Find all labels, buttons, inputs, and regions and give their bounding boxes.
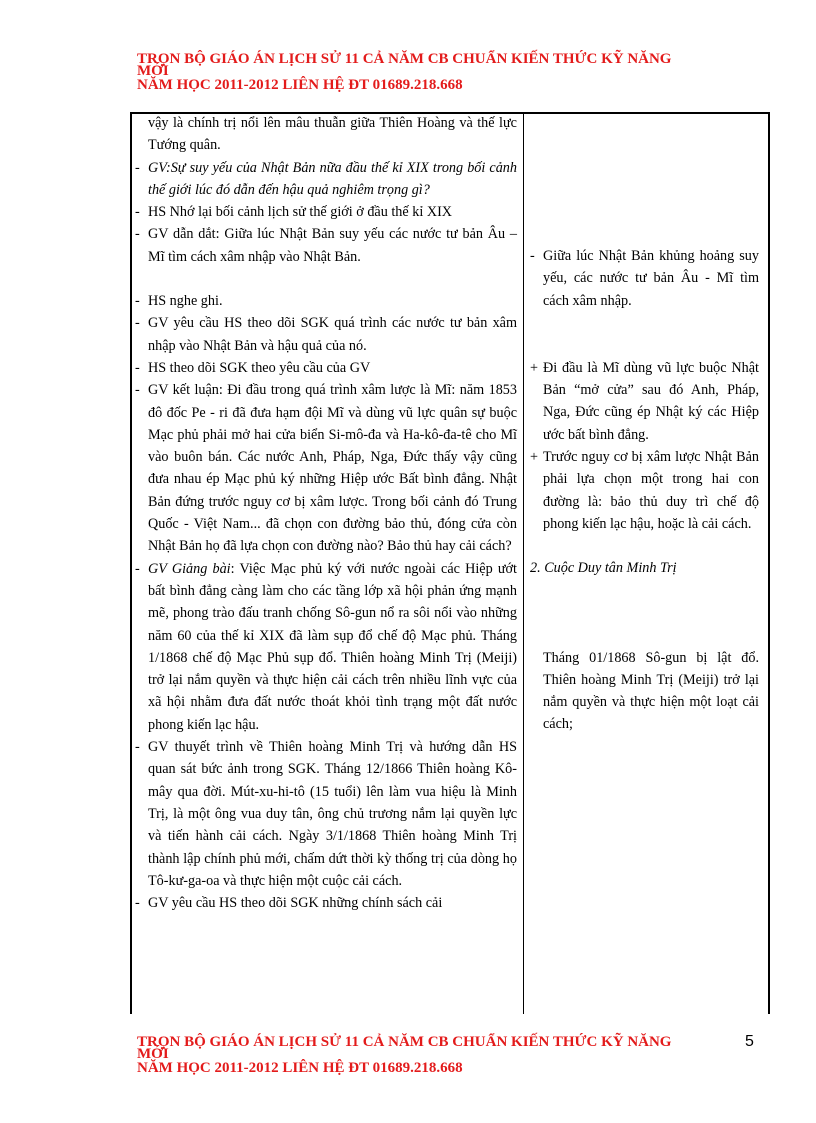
- page-header: [137, 53, 671, 91]
- left-para-0-text: vậy là chính trị nổi lên mâu thuẫn giữa Thiên Hoàng và thế lực Tướng quân.: [148, 115, 517, 154]
- left-para-4-text: HS nghe ghi.: [148, 293, 223, 310]
- column-divider: [523, 112, 524, 1014]
- left-para-2: [135, 201, 517, 223]
- right-para-2-dash: +: [530, 449, 539, 466]
- left-para-10-text: GV yêu cầu HS theo dõi SGK những chính sách cải: [148, 895, 443, 912]
- right-para-3-text: 2. Cuộc Duy tân Minh Trị: [530, 560, 677, 577]
- footer-line-3: NĂM HỌC 2011-2012 LIÊN HỆ ĐT 01689.218.668: [137, 1060, 463, 1076]
- left-para-5: [135, 312, 517, 357]
- left-para-1-dash: -: [135, 159, 140, 176]
- teacher-student-activities-column: [135, 112, 517, 914]
- left-para-9: [135, 736, 517, 892]
- right-para-2-text: Trước nguy cơ bị xâm lược Nhật Bản phải lựa chọn một trong hai con đường là: bảo thủ duy trì chế độ phong kiến lạc hậu, hoặc là cải cách.: [543, 449, 759, 532]
- left-para-8-lead: GV Giảng bài: [148, 560, 231, 577]
- left-para-1-text: GV:Sự suy yếu của Nhật Bản nữa đầu thế kỉ XIX trong bối cảnh thế giới lúc đó dẫn đến hậu quả nghiêm trọng gì?: [148, 159, 517, 198]
- left-para-6: [135, 357, 517, 379]
- right-para-1: [530, 357, 759, 446]
- left-para-0: [135, 112, 517, 157]
- left-para-5-text: GV yêu cầu HS theo dõi SGK quá trình các nước tư bản xâm nhập vào Nhật Bản và hậu quả của nó.: [148, 315, 517, 354]
- left-para-7: [135, 379, 517, 557]
- left-para-8-text: : Việc Mạc phủ ký với nước ngoài các Hiệp ướt bất bình đẳng càng làm cho các tầng lớp xã hội phản ứng mạnh mẽ, phong trào đấu tranh chống Sô-gun nổ ra sôi nổi vào những năm 60 của thế kỉ XIX đã làm sụp đổ chế độ Mạc phủ. Tháng 1/1868 chế độ Mạc Phủ sụp đổ. Thiên hoàng Minh Trị (Meiji) trở lại nắm quyền và thực hiện cải cách trên nhiều lĩnh vực của xã hội nhằm đưa đất nước thoát khỏi tình trạng một đất nước phong kiến lạc hậu.: [148, 560, 517, 733]
- footer-line-2: MỚI: [137, 1046, 169, 1062]
- left-para-3-text: GV dẫn dắt: Giữa lúc Nhật Bản suy yếu các nước tư bản Âu – Mĩ tìm cách xâm nhập vào Nhật Bản.: [148, 226, 517, 265]
- footer-line-1: TRỌN BỘ GIÁO ÁN LỊCH SỬ 11 CẢ NĂM CB CHUẨN KIẾN THỨC KỸ NĂNG: [137, 1034, 672, 1050]
- right-para-0-text: Giữa lúc Nhật Bản khủng hoảng suy yếu, các nước tư bản Âu - Mĩ tìm cách xâm nhập.: [543, 248, 759, 309]
- right-para-4: [530, 647, 759, 736]
- header-line-3: NĂM HỌC 2011-2012 LIÊN HỆ ĐT 01689.218.668: [137, 77, 463, 93]
- left-para-6-text: HS theo dõi SGK theo yêu cầu của GV: [148, 359, 371, 376]
- knowledge-content-column: [530, 245, 759, 736]
- left-para-7-dash: -: [135, 382, 140, 399]
- left-para-9-dash: -: [135, 739, 140, 756]
- left-para-6-dash: -: [135, 359, 140, 376]
- left-para-8-dash: -: [135, 560, 140, 577]
- left-para-2-text: HS Nhớ lại bối cảnh lịch sử thế giới ở đầu thế kỉ XIX: [148, 204, 453, 221]
- left-para-4-dash: -: [135, 293, 140, 310]
- left-para-9-text: GV thuyết trình về Thiên hoàng Minh Trị và hướng dẫn HS quan sát bức ảnh trong SGK. Tháng 12/1866 Thiên hoàng Kô-mây qua đời. Mút-xu-hi-tô (15 tuổi) lên làm vua hiệu là Minh Trị, là một ông vua duy tân, ông chủ trương nắm lại quyền lực và tiến hành cải cách. Ngày 3/1/1868 Thiên hoàng Minh Trị thành lập chính phủ mới, chấm dứt thời kỳ thống trị của dòng họ Tô-kư-ga-oa và thực hiện một cuộc cải cách.: [148, 739, 517, 889]
- right-para-0: [530, 245, 759, 312]
- right-para-1-text: Đi đầu là Mĩ dùng vũ lực buộc Nhật Bản “mở cửa” sau đó Anh, Pháp, Nga, Đức cũng ép Nhật ký các Hiệp ước bất bình đẳng.: [543, 359, 759, 443]
- right-para-1-dash: +: [530, 359, 539, 376]
- header-line-1: TRỌN BỘ GIÁO ÁN LỊCH SỬ 11 CẢ NĂM CB CHUẨN KIẾN THỨC KỸ NĂNG: [137, 51, 672, 67]
- page-number: 5: [745, 1033, 754, 1050]
- section-heading-meiji: [530, 557, 759, 579]
- right-para-4-text: Tháng 01/1868 Sô-gun bị lật đổ. Thiên hoàng Minh Trị (Meiji) trở lại nắm quyền và thực hiện một loạt cải cách;: [543, 649, 759, 733]
- left-para-2-dash: -: [135, 204, 140, 221]
- left-para-10-dash: -: [135, 895, 140, 912]
- left-para-7-text: GV kết luận: Đi đầu trong quá trình xâm lược là Mĩ: năm 1853 đô đốc Pe - ri đã đưa hạm đội Mĩ và dùng vũ lực quân sự buộc Mạc phủ phải mở hai cửa biển Si-mô-đa và Ha-kô-đa-tê cho Mĩ vào buôn bán. Các nước Anh, Pháp, Nga, Đức thấy vậy cũng đưa nhau ép Mạc phủ ký những Hiệp ước Bất bình đẳng. Nhật Bản đứng trước nguy cơ bị xâm lược. Trong bối cảnh đó Trung Quốc - Việt Nam... đã chọn con đường bảo thủ, đóng cửa còn Nhật Bản họ đã lựa chọn con đường nào? Bảo thủ hay cải cách?: [148, 382, 517, 555]
- left-para-1: [135, 157, 517, 202]
- right-para-0-dash: -: [530, 248, 535, 264]
- left-para-10: [135, 892, 517, 914]
- page-footer: [137, 1036, 671, 1074]
- left-para-4: [135, 290, 517, 312]
- left-para-3: [135, 223, 517, 268]
- left-para-8: [135, 558, 517, 736]
- left-para-3-dash: -: [135, 226, 140, 243]
- header-line-2: MỚI: [137, 63, 169, 79]
- right-para-2: [530, 446, 759, 535]
- left-para-5-dash: -: [135, 315, 140, 332]
